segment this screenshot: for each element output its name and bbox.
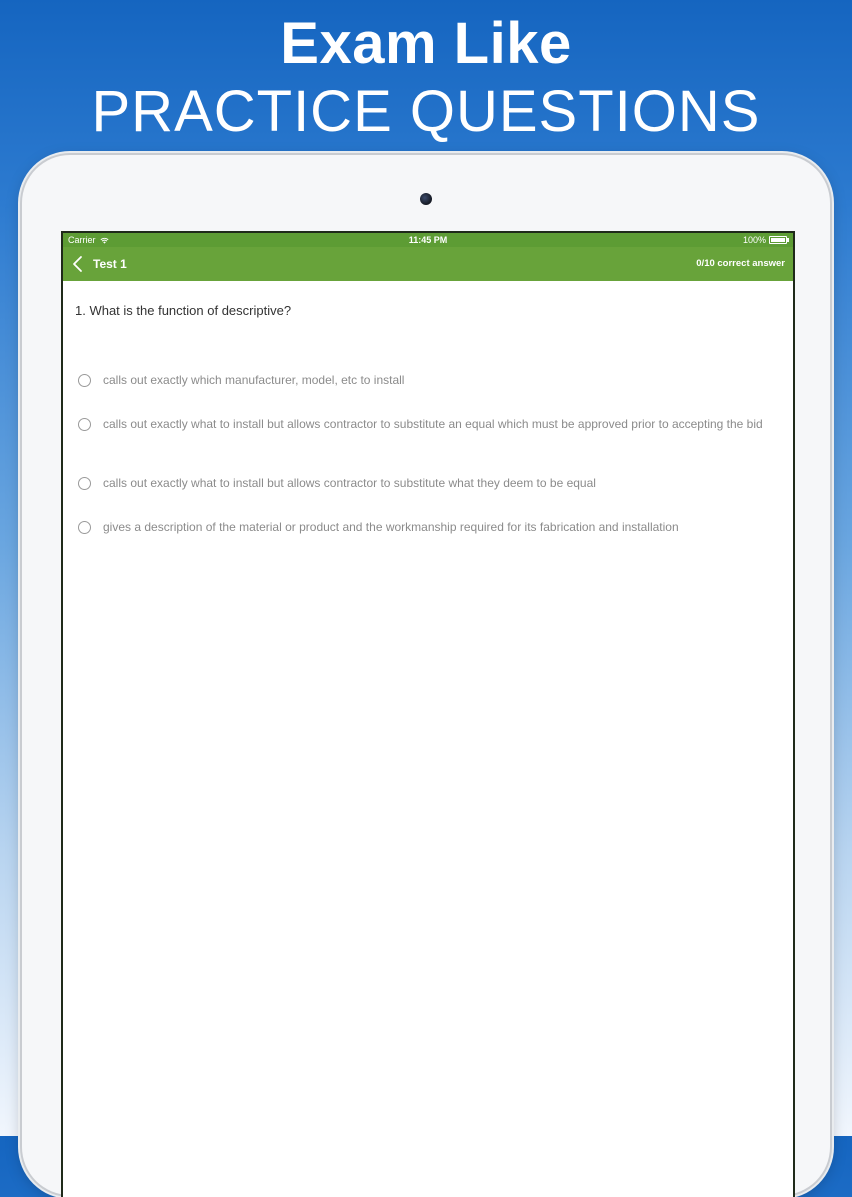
status-time: 11:45 PM xyxy=(408,235,448,245)
answer-option-label: calls out exactly which manufacturer, model, etc to install xyxy=(103,373,405,387)
question-text: 1. What is the function of descriptive? xyxy=(75,303,292,318)
app-screen xyxy=(61,231,795,1197)
radio-icon[interactable] xyxy=(78,374,91,387)
answer-option-4[interactable] xyxy=(78,520,768,534)
radio-icon[interactable] xyxy=(78,477,91,490)
nav-bar xyxy=(63,247,793,281)
answer-option-2[interactable] xyxy=(78,417,768,431)
answer-option-1[interactable] xyxy=(78,373,768,387)
battery-percent: 100% xyxy=(742,235,766,245)
promo-subheadline: PRACTICE QUESTIONS xyxy=(91,79,761,144)
answer-option-label: calls out exactly what to install but allows contractor to substitute an equal which must be approved prior to accepting the bid xyxy=(103,417,763,431)
camera-icon xyxy=(420,193,432,205)
score-label: 0/10 correct answer xyxy=(696,258,785,269)
battery-indicator xyxy=(743,233,787,247)
promo-headline: Exam Like xyxy=(280,11,572,76)
nav-title[interactable]: Test 1 xyxy=(93,257,127,271)
battery-icon xyxy=(769,236,787,244)
tablet-frame xyxy=(22,155,830,1195)
answer-option-3[interactable] xyxy=(78,476,768,490)
carrier-text: Carrier xyxy=(68,235,96,245)
answer-option-label: calls out exactly what to install but allows contractor to substitute what they deem to be equal xyxy=(103,476,596,490)
radio-icon[interactable] xyxy=(78,418,91,431)
answer-option-label: gives a description of the material or product and the workmanship required for its fabrication and installation xyxy=(103,520,679,534)
radio-icon[interactable] xyxy=(78,521,91,534)
back-chevron-icon[interactable] xyxy=(71,255,85,273)
status-bar xyxy=(63,233,793,247)
